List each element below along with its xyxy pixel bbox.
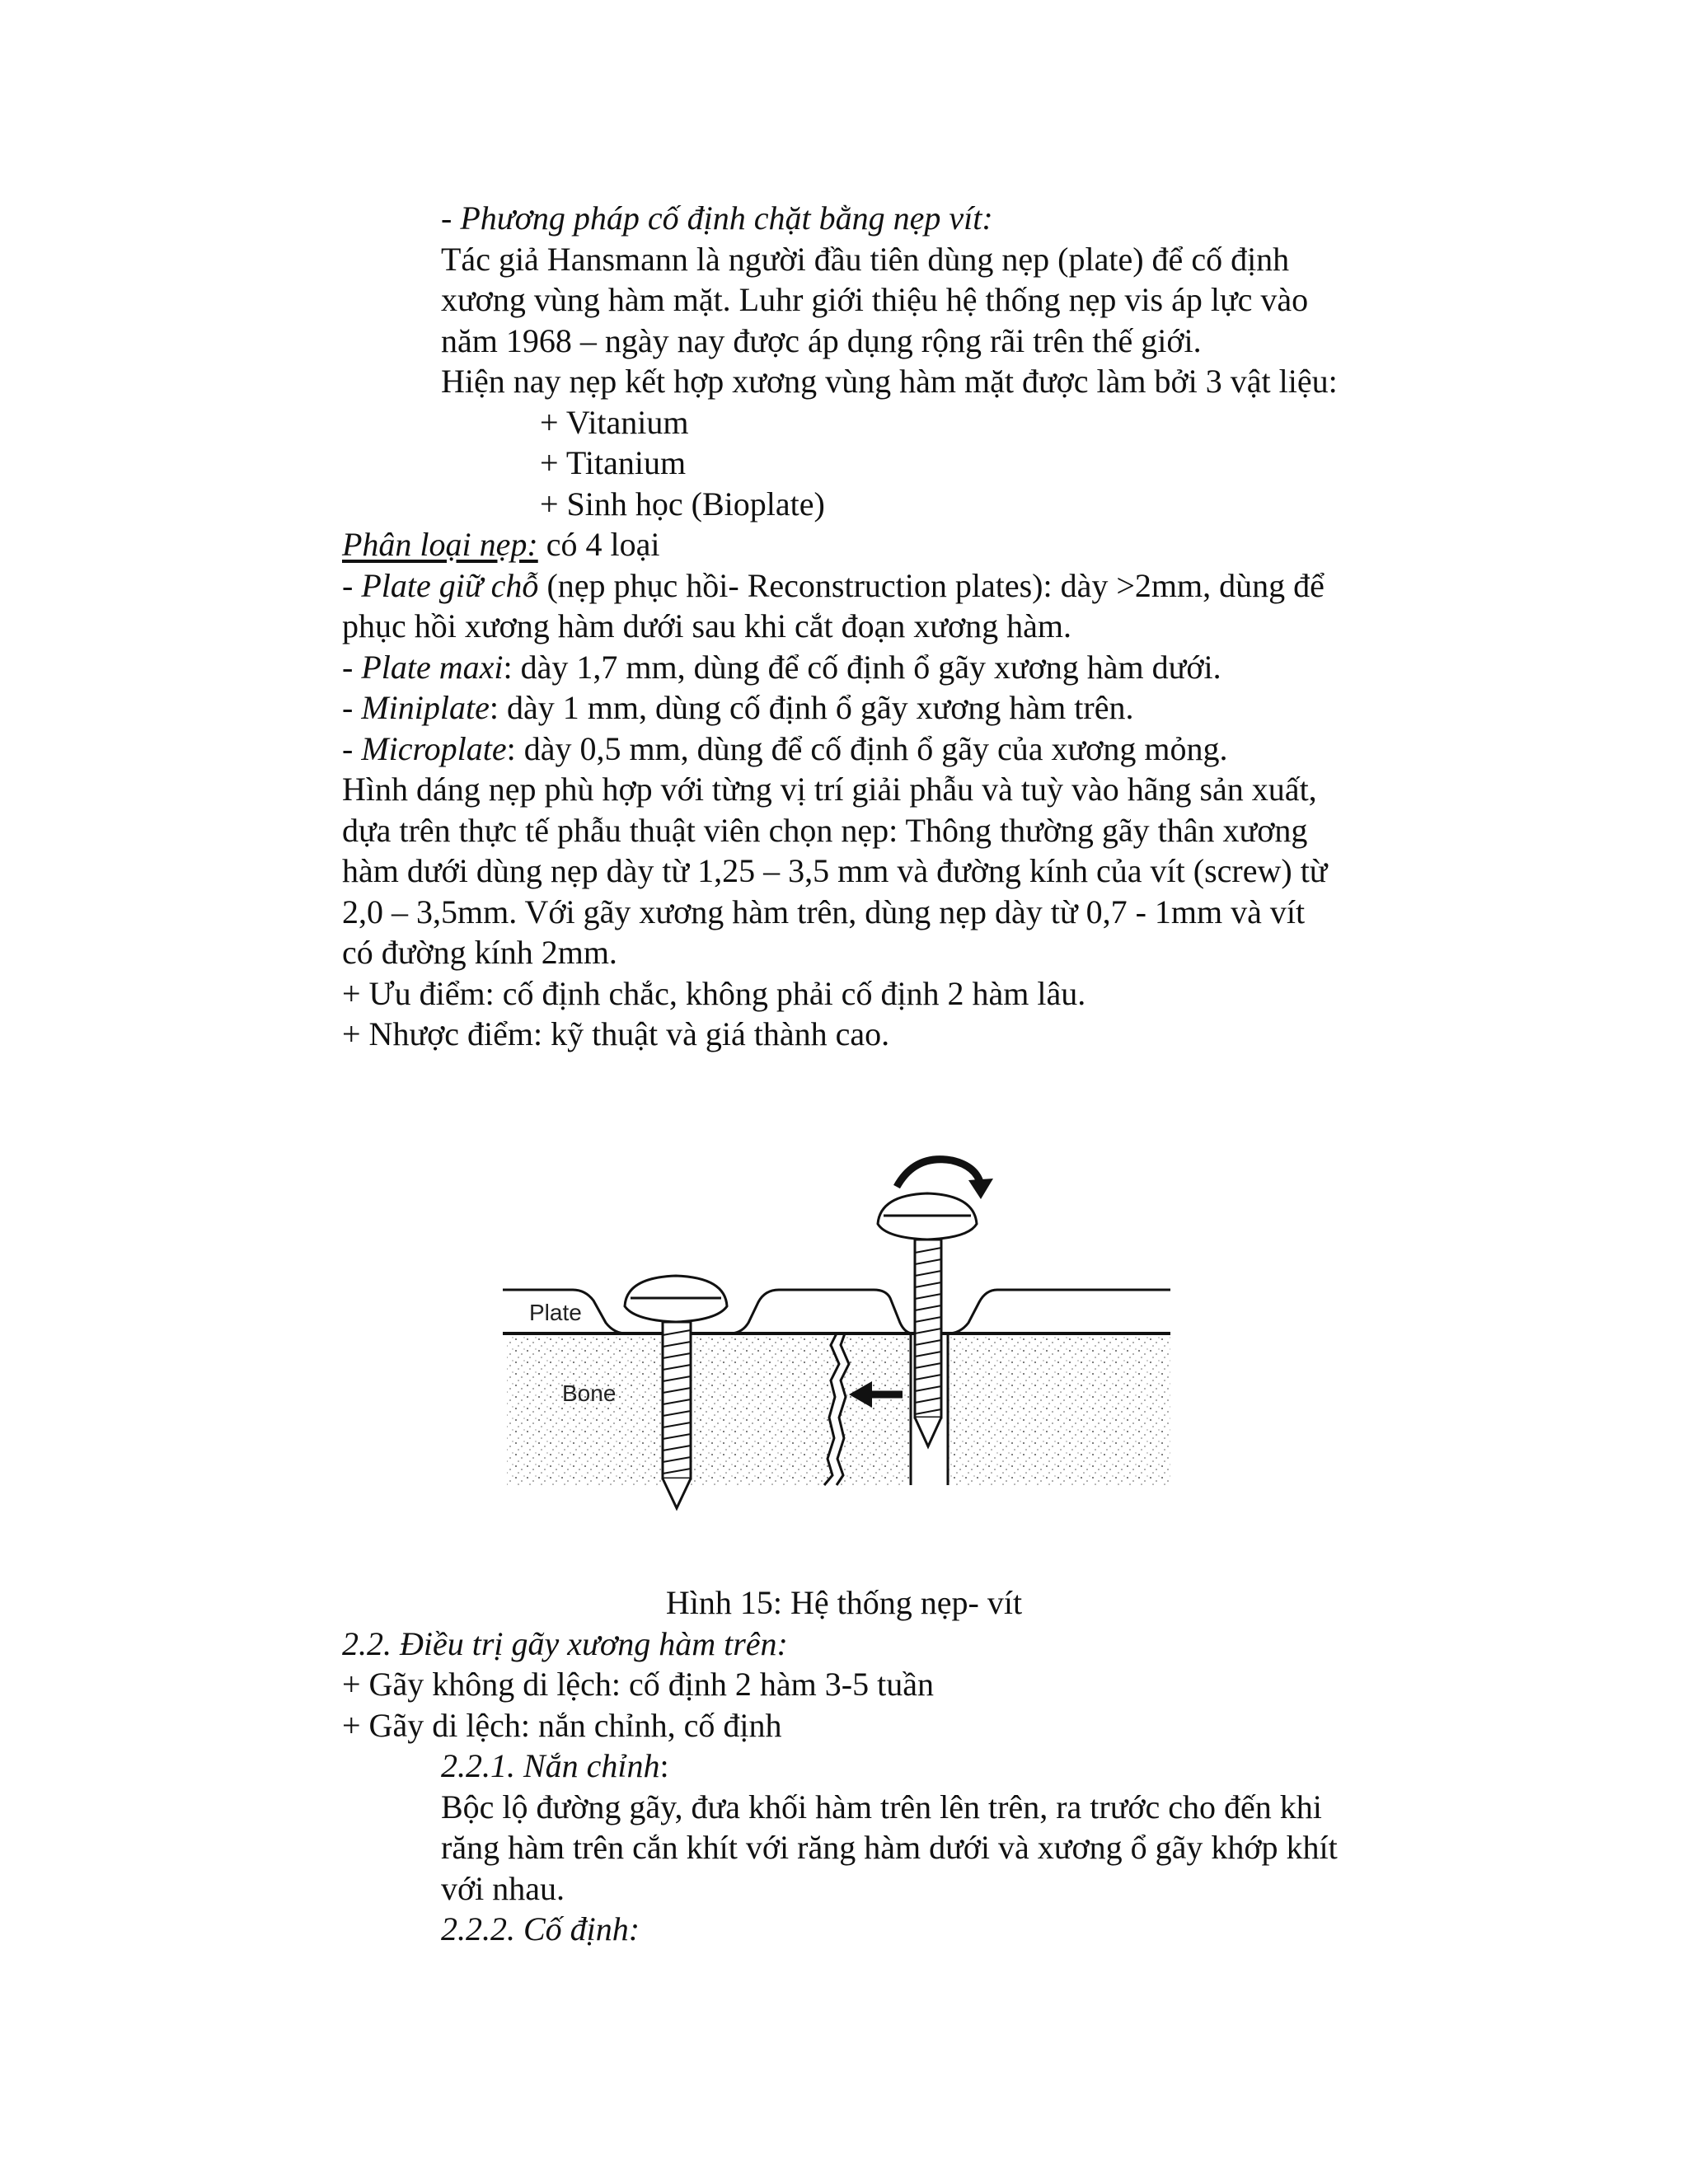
item-prefix: - [342,649,362,686]
paragraph-line: Bộc lộ đường gãy, đưa khối hàm trên lên trên, ra trước cho đến khi [441,1788,1322,1825]
plate-type-item [342,687,1133,729]
plate-type-desc: (nẹp phục hồi- Reconstruction plates): dày >2mm, dùng để [538,567,1325,604]
section-heading: - Phương pháp cố định chặt bằng nẹp vít: [441,199,993,237]
subsection-heading [441,1746,669,1787]
paragraph-line: Hiện nay nẹp kết hợp xương vùng hàm mặt được làm bởi 3 vật liệu: [441,363,1338,400]
item-prefix: - [342,689,362,726]
paragraph-line: có đường kính 2mm. [342,934,617,971]
paragraph-line: năm 1968 – ngày nay được áp dụng rộng rãi trên thế giới. [441,322,1202,359]
plate-type-item [342,565,1325,607]
plate-type-desc: : dày 1 mm, dùng cố định ổ gãy xương hàm trên. [489,689,1134,726]
cons-line: + Nhược điểm: kỹ thuật và giá thành cao. [342,1015,890,1052]
bone-right-block [837,1333,1170,1485]
plate-type-desc: : dày 1,7 mm, dùng để cố định ổ gãy xương hàm dưới. [503,649,1221,686]
paragraph-line: 2,0 – 3,5mm. Với gãy xương hàm trên, dùng nẹp dày từ 0,7 - 1mm và vít [342,893,1306,930]
material-item: + Titanium [540,444,687,481]
paragraph-line: + Gãy không di lệch: cố định 2 hàm 3-5 tuần [342,1666,934,1703]
item-prefix: - [342,730,362,767]
figure-caption: Hình 15: Hệ thống nẹp- vít [665,1584,1023,1621]
paragraph-line: với nhau. [441,1870,565,1907]
plate-type-item [342,606,1071,647]
material-item: + Vitanium [540,404,689,441]
paragraph-line: + Gãy di lệch: nắn chỉnh, cố định [342,1707,782,1744]
classification-heading [342,524,659,565]
rotation-arrow-icon [897,1160,981,1187]
plate-type-name: Plate maxi [361,649,504,686]
subsection-title-suffix: : [659,1747,669,1784]
bone-label: Bone [562,1380,617,1406]
plate-type-item [342,729,1228,770]
plate-type-name: Plate giữ chỗ [361,567,539,604]
material-item: + Sinh học (Bioplate) [540,485,825,523]
subsection-heading: 2.2.2. Cố định: [441,1910,640,1947]
paragraph-line: Hình dáng nẹp phù hợp với từng vị trí giải phẫu và tuỳ vào hãng sản xuất, [342,771,1317,808]
subsection-title: 2.2.1. Nắn chỉnh [441,1747,660,1784]
paragraph-line: hàm dưới dùng nẹp dày từ 1,25 – 3,5 mm và đường kính của vít (screw) từ [342,852,1328,889]
classification-title: Phân loại nẹp: [342,526,538,563]
plate-type-name: Microplate [361,730,507,767]
plate-label: Plate [529,1300,582,1325]
pros-line: + Ưu điểm: cố định chắc, không phải cố định 2 hàm lâu. [342,975,1086,1012]
item-prefix: - [342,567,362,604]
plate-type-item [342,647,1221,688]
plate-type-desc: : dày 0,5 mm, dùng để cố định ổ gãy của xương mỏng. [506,730,1228,767]
paragraph-line: dựa trên thực tế phẫu thuật viên chọn nẹp: Thông thường gãy thân xương [342,812,1308,849]
section-heading: 2.2. Điều trị gãy xương hàm trên: [342,1625,788,1662]
plate-type-desc: phục hồi xương hàm dưới sau khi cắt đoạn xương hàm. [342,607,1072,644]
classification-title-suffix: có 4 loại [537,526,660,563]
paragraph-line: răng hàm trên cắn khít với răng hàm dưới và xương ổ gãy khớp khít [441,1829,1338,1866]
plate-screw-figure [503,1129,1170,1525]
plate-outline [503,1290,1170,1333]
paragraph-line: xương vùng hàm mặt. Luhr giới thiệu hệ thống nẹp vis áp lực vào [441,281,1309,318]
plate-type-name: Miniplate [361,689,490,726]
paragraph-line: Tác giả Hansmann là người đầu tiên dùng nẹp (plate) để cố định [441,241,1290,278]
